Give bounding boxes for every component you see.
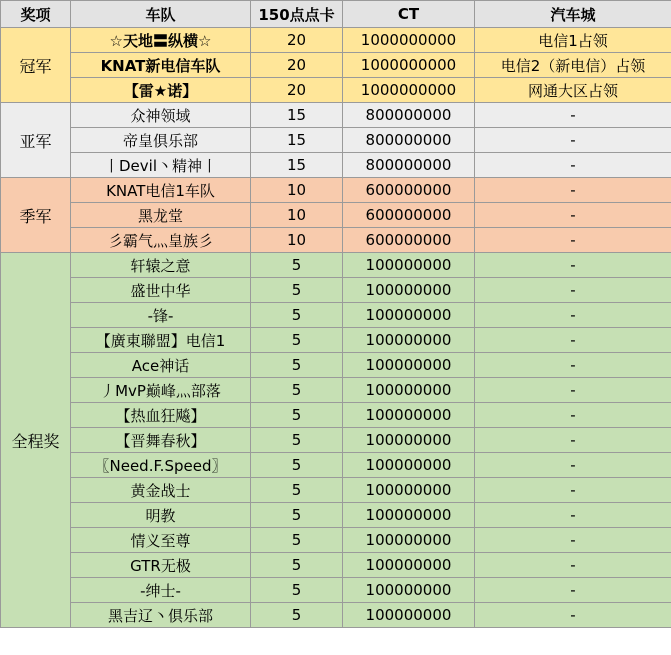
award-cell: 冠军 [1,28,71,103]
points-cell: 15 [251,103,343,128]
team-cell: 【热血狂飚】 [71,403,251,428]
team-cell: 【晋舞春秋】 [71,428,251,453]
city-cell: - [475,353,671,378]
table-body [1,28,671,628]
city-cell: - [475,428,671,453]
points-cell: 20 [251,53,343,78]
header-city: 汽车城 [475,1,671,28]
points-cell: 20 [251,28,343,53]
city-cell: - [475,303,671,328]
header-award: 奖项 [1,1,71,28]
points-cell: 10 [251,203,343,228]
city-cell: - [475,378,671,403]
city-cell: 网通大区占领 [475,78,671,103]
team-cell: KNAT新电信车队 [71,53,251,78]
city-cell: - [475,603,671,628]
team-cell: 黄金战士 [71,478,251,503]
ct-cell: 800000000 [343,103,475,128]
table-row [1,303,671,328]
table-row [1,78,671,103]
team-cell: 〖Need.F.Speed〗 [71,453,251,478]
points-cell: 5 [251,578,343,603]
city-cell: - [475,578,671,603]
table-row [1,178,671,203]
ct-cell: 100000000 [343,578,475,603]
team-cell: 丿MvP巅峰灬部落 [71,378,251,403]
header-points: 150点点卡 [251,1,343,28]
team-cell: 明教 [71,503,251,528]
city-cell: - [475,403,671,428]
ct-cell: 800000000 [343,128,475,153]
points-cell: 5 [251,303,343,328]
team-cell: 轩辕之意 [71,253,251,278]
team-cell: 彡霸气灬皇族彡 [71,228,251,253]
table-row [1,128,671,153]
award-cell: 季军 [1,178,71,253]
ct-cell: 100000000 [343,478,475,503]
team-cell: Ace神话 [71,353,251,378]
table-row [1,578,671,603]
city-cell: - [475,553,671,578]
points-cell: 5 [251,328,343,353]
points-cell: 10 [251,228,343,253]
ct-cell: 800000000 [343,153,475,178]
points-cell: 5 [251,278,343,303]
header-row [1,1,671,28]
ct-cell: 1000000000 [343,28,475,53]
city-cell: - [475,128,671,153]
table-row [1,203,671,228]
table-row [1,353,671,378]
city-cell: - [475,228,671,253]
table-row [1,228,671,253]
city-cell: - [475,453,671,478]
ct-cell: 100000000 [343,453,475,478]
city-cell: - [475,203,671,228]
points-cell: 15 [251,128,343,153]
city-cell: - [475,328,671,353]
table-row [1,103,671,128]
points-cell: 5 [251,478,343,503]
team-cell: 盛世中华 [71,278,251,303]
points-cell: 15 [251,153,343,178]
header-ct: CT [343,1,475,28]
city-cell: - [475,103,671,128]
ct-cell: 100000000 [343,553,475,578]
award-cell: 全程奖 [1,253,71,628]
city-cell: - [475,178,671,203]
table-row [1,553,671,578]
team-cell: 情义至尊 [71,528,251,553]
table-row [1,278,671,303]
points-cell: 5 [251,503,343,528]
ct-cell: 100000000 [343,403,475,428]
team-cell: -绅士- [71,578,251,603]
table-row [1,153,671,178]
award-cell: 亚军 [1,103,71,178]
ct-cell: 100000000 [343,278,475,303]
team-cell: 黑吉辽丶俱乐部 [71,603,251,628]
ct-cell: 100000000 [343,503,475,528]
points-cell: 5 [251,378,343,403]
ct-cell: 100000000 [343,603,475,628]
team-cell: KNAT电信1车队 [71,178,251,203]
team-cell: 帝皇俱乐部 [71,128,251,153]
points-cell: 10 [251,178,343,203]
team-cell: ☆天地〓纵横☆ [71,28,251,53]
table-row [1,503,671,528]
team-cell: 【雷★诺】 [71,78,251,103]
city-cell: 电信1占领 [475,28,671,53]
ct-cell: 100000000 [343,378,475,403]
table-row [1,378,671,403]
city-cell: - [475,478,671,503]
city-cell: - [475,503,671,528]
ct-cell: 600000000 [343,178,475,203]
ct-cell: 100000000 [343,428,475,453]
table-row [1,603,671,628]
ct-cell: 100000000 [343,353,475,378]
ct-cell: 1000000000 [343,53,475,78]
team-cell: 黑龙堂 [71,203,251,228]
ct-cell: 100000000 [343,303,475,328]
table-row [1,328,671,353]
ct-cell: 100000000 [343,253,475,278]
table-row [1,478,671,503]
team-cell: 【廣東聯盟】电信1 [71,328,251,353]
table-row [1,253,671,278]
team-cell: GTR无极 [71,553,251,578]
table-row [1,403,671,428]
table-row [1,428,671,453]
ct-cell: 600000000 [343,203,475,228]
city-cell: - [475,528,671,553]
points-cell: 5 [251,553,343,578]
team-cell: 丨Devil丶精神丨 [71,153,251,178]
points-cell: 5 [251,528,343,553]
points-cell: 5 [251,253,343,278]
table-row [1,28,671,53]
header-team: 车队 [71,1,251,28]
team-cell: 众神领域 [71,103,251,128]
points-cell: 5 [251,403,343,428]
team-cell: -锋- [71,303,251,328]
ct-cell: 600000000 [343,228,475,253]
points-cell: 5 [251,353,343,378]
points-cell: 5 [251,428,343,453]
city-cell: - [475,278,671,303]
points-cell: 5 [251,603,343,628]
table-row [1,53,671,78]
table-row [1,528,671,553]
ct-cell: 100000000 [343,528,475,553]
ct-cell: 1000000000 [343,78,475,103]
points-cell: 5 [251,453,343,478]
points-cell: 20 [251,78,343,103]
city-cell: 电信2（新电信）占领 [475,53,671,78]
ct-cell: 100000000 [343,328,475,353]
table-row [1,453,671,478]
city-cell: - [475,153,671,178]
city-cell: - [475,253,671,278]
